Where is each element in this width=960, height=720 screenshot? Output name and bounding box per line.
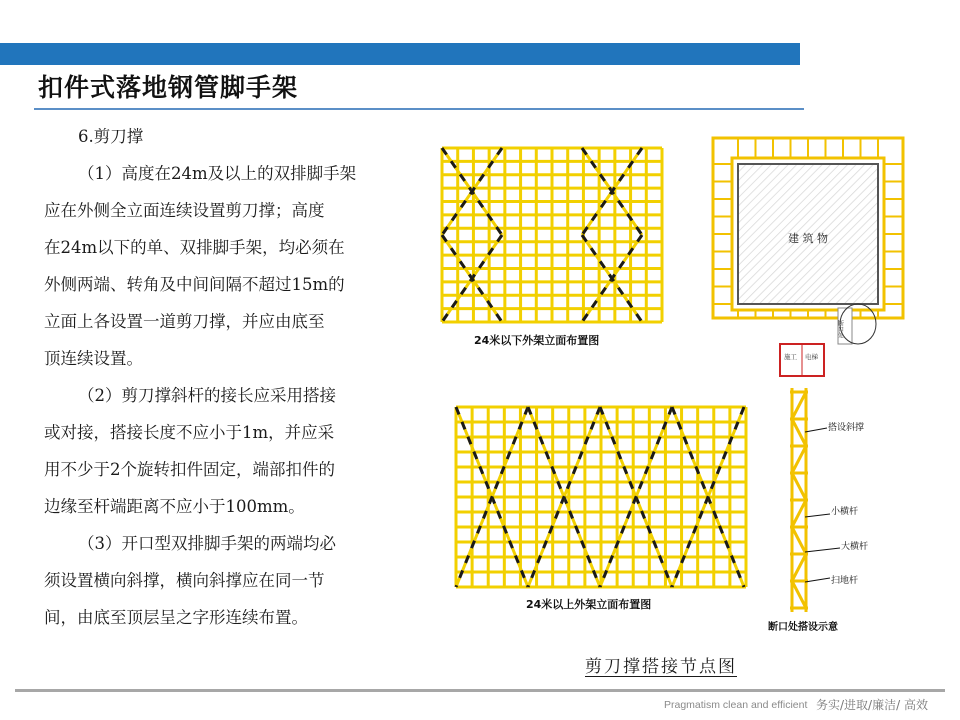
para2-line4: 边缘至杆端距离不应小于100mm。: [44, 497, 305, 516]
para2-line2: 或对接，搭接长度不应小于1m，并应采: [44, 423, 335, 442]
para3-line1: （3）开口型双排脚手架的两端均必: [78, 534, 336, 553]
opening-diagram-label: 断口处搭设示意: [768, 622, 838, 633]
figure-plan-view: [708, 134, 908, 380]
para1-line4: 外侧两端、转角及中间间隔不超过15m的: [44, 275, 345, 294]
footer-divider: [15, 689, 945, 692]
para3-line2: 须设置横向斜撑，横向斜撑应在同一节: [44, 571, 325, 590]
tower-diagonal: [792, 392, 806, 419]
tower-diagonal: [792, 554, 806, 581]
fig-below24-label: 24米以下外架立面布置图: [474, 334, 600, 347]
elevator-label-2: 电梯: [805, 353, 818, 361]
slide-title: 扣件式落地钢管脚手架: [38, 73, 299, 102]
small-bar-label: 小横杆: [831, 507, 859, 517]
para1-line2: 应在外侧全立面连续设置剪刀撑；高度: [44, 201, 325, 220]
elevator-label-1: 施工: [784, 353, 797, 361]
tower-diagonal: [792, 473, 806, 500]
para2-line3: 用不少于2个旋转扣件固定，端部扣件的: [44, 460, 335, 479]
figure-opening-detail: [762, 384, 912, 636]
building-label: 建 筑 物: [788, 232, 828, 245]
para1-line5: 立面上各设置一道剪刀撑，并应由底至: [44, 312, 325, 331]
para1-line1: （1）高度在24m及以上的双排脚手架: [78, 164, 357, 183]
footer-slogan-cn: 务实/进取/廉洁/ 高效: [816, 698, 928, 712]
tower-diagonal: [792, 527, 806, 554]
big-bar-label: 大横杆: [841, 542, 869, 552]
figure-below-24m: [436, 140, 676, 355]
para1-line6: 顶连续设置。: [44, 349, 143, 368]
tower-diagonal: [792, 419, 806, 446]
section-heading: 6.剪刀撑: [78, 127, 144, 146]
para3-line3: 间，由底至顶层呈之字形连续布置。: [44, 608, 308, 627]
para1-line3: 在24m以下的单、双排脚手架，均必须在: [44, 238, 345, 257]
figure-caption: 剪刀撑搭接节点图: [585, 657, 737, 677]
tower-diagonal: [792, 581, 806, 608]
sweep-bar-label: 扫地杆: [831, 576, 859, 586]
title-divider: [34, 108, 804, 110]
figure-above-24m: [448, 403, 758, 618]
footer-slogan-en: Pragmatism clean and efficient: [664, 699, 808, 711]
fig-above24-label: 24米以上外架立面布置图: [526, 598, 652, 611]
tower-diagonal: [792, 500, 806, 527]
tower-diagonal: [792, 446, 806, 473]
brace-label: 搭设斜撑: [828, 423, 865, 433]
header-accent-bar: [0, 43, 800, 65]
para2-line1: （2）剪刀撑斜杆的接长应采用搭接: [78, 386, 336, 405]
body-text: [44, 118, 422, 636]
opening-label: 断口处: [836, 320, 844, 338]
